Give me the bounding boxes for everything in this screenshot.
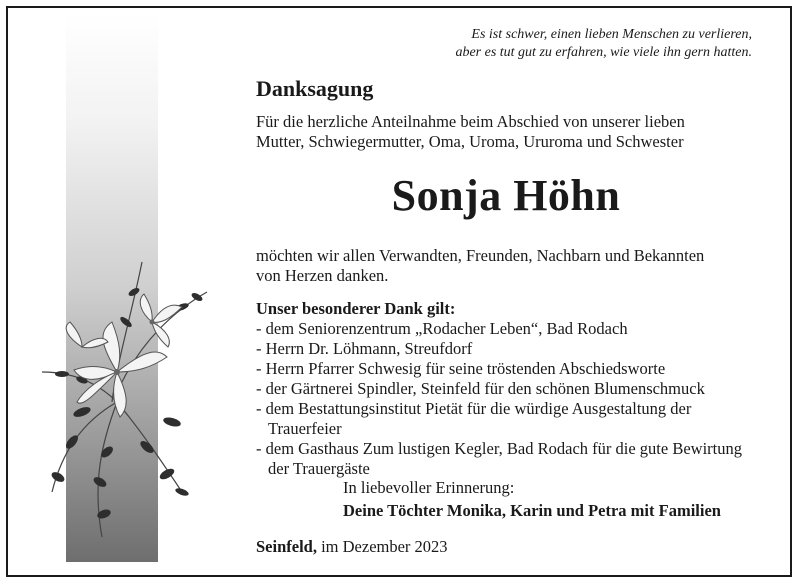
footer-place-date bbox=[256, 537, 766, 557]
motto-line-2: aber es tut gut zu erfahren, wie viele ihn gern hatten. bbox=[455, 45, 752, 60]
deceased-name: Sonja Höhn bbox=[391, 171, 621, 220]
footer-date: im Dezember 2023 bbox=[321, 537, 448, 556]
special-thanks-list bbox=[256, 319, 766, 479]
thanks-text bbox=[256, 246, 766, 286]
closing-section bbox=[343, 478, 763, 521]
intro-line-2: Mutter, Schwiegermutter, Oma, Uroma, Ururoma und Schwester bbox=[256, 132, 684, 151]
motto-line-1: Es ist schwer, einen lieben Menschen zu verlieren, bbox=[471, 27, 752, 42]
closing-family: Deine Töchter Monika, Karin und Petra mit Familien bbox=[343, 501, 721, 520]
thanks-line-1: möchten wir allen Verwandten, Freunden, Nachbarn und Bekannten bbox=[256, 246, 705, 265]
footer-place: Seinfeld, bbox=[256, 537, 317, 556]
intro-line-1: Für die herzliche Anteilnahme beim Abschied von unserer lieben bbox=[256, 112, 685, 131]
special-thanks-title: Unser besonderer Dank gilt: bbox=[256, 299, 456, 318]
special-thanks-section bbox=[256, 299, 766, 479]
list-item: - dem Bestattungsinstitut Pietät für die würdige Ausgestaltung der Trauerfeier bbox=[256, 399, 766, 439]
list-item: - Herrn Pfarrer Schwesig für seine tröstenden Abschiedsworte bbox=[256, 359, 766, 379]
motto-quote bbox=[455, 26, 752, 62]
notice-heading: Danksagung bbox=[256, 76, 374, 101]
intro-text bbox=[256, 112, 766, 152]
list-item: - der Gärtnerei Spindler, Steinfeld für den schönen Blumenschmuck bbox=[256, 379, 766, 399]
closing-memory: In liebevoller Erinnerung: bbox=[343, 478, 515, 497]
flower-bouquet-image bbox=[22, 252, 232, 542]
list-item: - dem Seniorenzentrum „Rodacher Leben“, Bad Rodach bbox=[256, 319, 766, 339]
list-item: - dem Gasthaus Zum lustigen Kegler, Bad Rodach für die gute Bewirtung der Trauergäste bbox=[256, 439, 766, 479]
thanks-line-2: von Herzen danken. bbox=[256, 266, 389, 285]
list-item: - Herrn Dr. Löhmann, Streufdorf bbox=[256, 339, 766, 359]
